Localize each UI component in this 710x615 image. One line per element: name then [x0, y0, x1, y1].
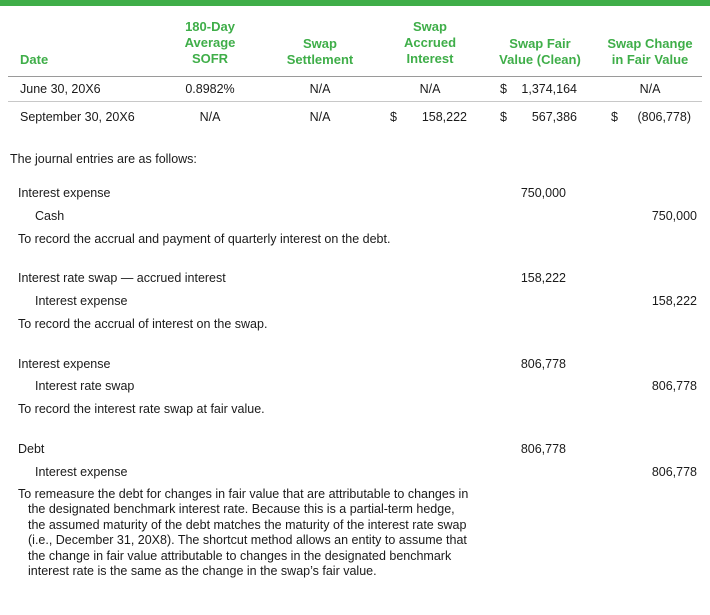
table-row-1-fair-value-currency: $ — [500, 82, 507, 96]
table-row-1-sofr: 0.8982% — [185, 82, 235, 96]
table-row-1-accrued: N/A — [419, 82, 441, 96]
entry-1-credit-account: Cash — [35, 209, 65, 223]
entry-3-memo: To record the interest rate swap at fair value. — [18, 402, 265, 416]
entry-2-debit-amount: 158,222 — [520, 271, 566, 285]
table-row-1-fair-value: 1,374,164 — [521, 82, 577, 96]
entry-2-credit-amount: 158,222 — [651, 294, 697, 308]
table-row-2-date: September 30, 20X6 — [20, 110, 135, 124]
entry-4-credit-account: Interest expense — [35, 465, 128, 479]
header-swap-settlement: Swap Settlement — [286, 36, 354, 67]
table-row-2-sofr: N/A — [199, 110, 221, 124]
table-row-2-accrued-currency: $ — [390, 110, 397, 124]
header-swap-fair-value: Swap Fair Value (Clean) — [499, 36, 581, 67]
entry-2-debit-account: Interest rate swap — accrued interest — [18, 271, 226, 285]
intro-text: The journal entries are as follows: — [10, 152, 197, 166]
entry-3-credit-account: Interest rate swap — [35, 379, 135, 393]
table-row-1-change: N/A — [639, 82, 661, 96]
header-sofr: 180-Day Average SOFR — [184, 19, 236, 66]
header-divider — [8, 76, 702, 77]
table-row-2-fair-value-currency: $ — [500, 110, 507, 124]
entry-2-credit-account: Interest expense — [35, 294, 128, 308]
entry-2-memo: To record the accrual of interest on the swap. — [18, 317, 268, 331]
header-date: Date — [20, 52, 49, 67]
entry-4-debit-amount: 806,778 — [520, 442, 566, 456]
table-row-2-settlement: N/A — [309, 110, 331, 124]
table-row-2-change: (806,778) — [637, 110, 691, 124]
entry-1-memo: To record the accrual and payment of quarterly interest on the debt. — [18, 232, 391, 246]
entry-4-debit-account: Debt — [18, 442, 45, 456]
table-row-2-change-currency: $ — [611, 110, 618, 124]
table-row-1-settlement: N/A — [309, 82, 331, 96]
header-swap-accrued-interest: Swap Accrued Interest — [403, 19, 457, 66]
top-accent-bar — [0, 0, 710, 6]
entry-3-debit-account: Interest expense — [18, 357, 111, 371]
entry-1-credit-amount: 750,000 — [651, 209, 697, 223]
entry-4-memo: To remeasure the debt for changes in fair value that are attributable to changes in the designated benchmark interest rate. Because this is a partial-term hedge, the assumed maturity of the debt matches the maturity of the interest rate swap (i.e., December 31, 20X8). The shortcut method allows an entity to assume that the change in fair value attributable to changes in the designated benchmark interest rate is the same as the change in the swap’s fair value. — [18, 487, 469, 579]
table-row-1-date: June 30, 20X6 — [20, 82, 101, 96]
header-swap-change: Swap Change in Fair Value — [607, 36, 693, 67]
table-row-2-fair-value: 567,386 — [531, 110, 577, 124]
entry-3-debit-amount: 806,778 — [520, 357, 566, 371]
entry-3-credit-amount: 806,778 — [651, 379, 697, 393]
entry-4-credit-amount: 806,778 — [651, 465, 697, 479]
entry-1-debit-account: Interest expense — [18, 186, 111, 200]
row-divider — [8, 101, 702, 102]
entry-1-debit-amount: 750,000 — [520, 186, 566, 200]
table-row-2-accrued: 158,222 — [421, 110, 467, 124]
